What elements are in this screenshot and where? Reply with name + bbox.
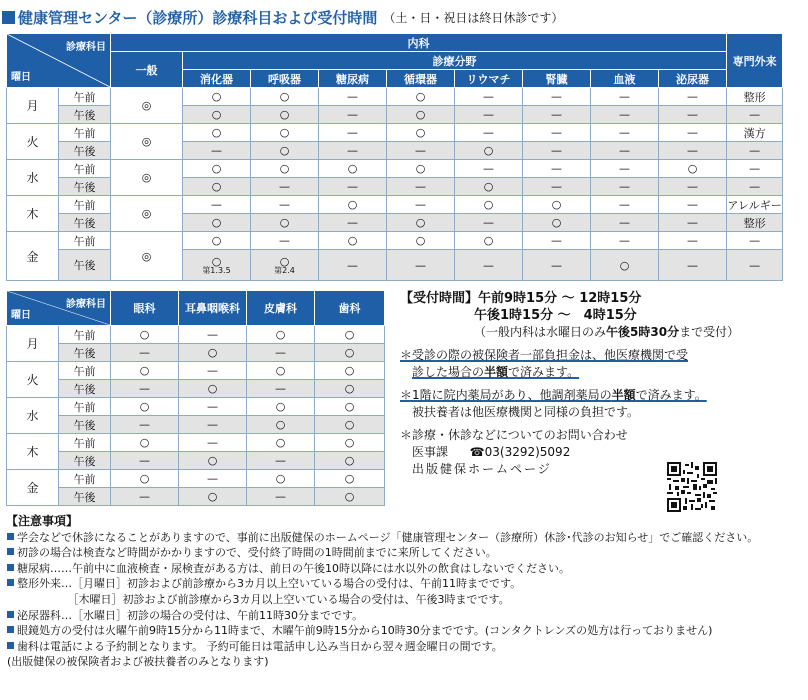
department-cell: ○ (315, 488, 385, 506)
department-cell: ○ (179, 380, 247, 398)
week-note: 第2.4 (274, 265, 295, 275)
field-cell: — (319, 106, 387, 124)
field-cell: — (591, 88, 659, 106)
internal-medicine-schedule-table (6, 33, 783, 281)
general-note-time: 午後5時30分 (606, 325, 680, 339)
department-cell: ○ (111, 362, 179, 380)
session-cell: 午前 (59, 470, 111, 488)
caution-line (6, 561, 806, 577)
field-cell: ○ (251, 214, 319, 232)
copay-note-half: 半額 (484, 365, 509, 379)
naika-header: 内科 (111, 34, 727, 52)
inquiry-note: ＊診療・休診などについてのお問い合わせ (400, 428, 628, 442)
field-cell: ○ (183, 178, 251, 196)
field-cell: — (659, 196, 727, 214)
field-cell: — (319, 88, 387, 106)
department-cell: ○ (111, 326, 179, 344)
department-cell: — (179, 398, 247, 416)
caution-text: 泌尿器科…［水曜日］初診の場合の受付は、午前11時30分までです。 (17, 608, 364, 622)
field-cell: — (387, 142, 455, 160)
field-cell: — (591, 232, 659, 250)
pharmacy-note-post: で済みます。 (635, 388, 707, 402)
field-cell: ○ (319, 232, 387, 250)
caution-text: 整形外来…［月曜日］初診および前診療から3カ月以上空いている場合の受付は、午前11時までです。 (17, 577, 522, 591)
department-cell: ○ (111, 434, 179, 452)
field-cell: ○ (251, 124, 319, 142)
weekday-cell: 水 (7, 398, 59, 434)
department-cell: ○ (247, 434, 315, 452)
field-cell: ○ (183, 232, 251, 250)
department-cell: ○ (247, 326, 315, 344)
field-cell: — (319, 250, 387, 281)
department-cell: — (247, 452, 315, 470)
bullet-square-icon (7, 579, 14, 586)
session-cell: 午後 (59, 106, 111, 124)
caution-line (6, 654, 806, 670)
department-cell: — (111, 488, 179, 506)
field-cell: ○ (387, 124, 455, 142)
field-cell: ○ (183, 160, 251, 178)
field-cell: — (387, 178, 455, 196)
field-cell: — (591, 196, 659, 214)
session-cell: 午後 (59, 452, 111, 470)
general-cell: ◎ (111, 232, 183, 281)
general-note-post: まで受付） (679, 325, 740, 339)
weekday-cell: 木 (7, 434, 59, 470)
weekday-cell: 火 (7, 124, 59, 160)
table1-corner-header (7, 34, 111, 88)
field-cell: — (319, 214, 387, 232)
specialty-cell: 整形 (727, 214, 783, 232)
department-cell: — (111, 416, 179, 434)
general-cell: ◎ (111, 196, 183, 232)
field-header-2: 糖尿病 (319, 70, 387, 88)
session-cell: 午後 (59, 178, 111, 196)
specialty-cell: — (727, 160, 783, 178)
session-cell: 午前 (59, 88, 111, 106)
title-text: 健康管理センター（診療所）診療科目および受付時間 (18, 8, 378, 27)
pharmacy-note-half: 半額 (611, 388, 636, 402)
field-cell: — (455, 124, 523, 142)
copay-note-line2-post: で済みます。 (508, 365, 580, 379)
field-cell: — (455, 88, 523, 106)
session-cell: 午後 (59, 380, 111, 398)
bullet-square-icon (7, 626, 14, 633)
field-header-6: 血液 (591, 70, 659, 88)
copay-note-line1: ＊受診の際の被保険者一部負担金は、他医療機関で受 (400, 348, 689, 362)
field-cell: — (319, 178, 387, 196)
field-header-0: 消化器 (183, 70, 251, 88)
department-cell: ○ (111, 398, 179, 416)
session-cell: 午前 (59, 326, 111, 344)
qr-code-icon[interactable] (667, 462, 717, 512)
field-cell: — (591, 106, 659, 124)
subject-label: 診療科目 (66, 299, 106, 310)
specialty-cell: — (727, 232, 783, 250)
department-cell: ○ (247, 362, 315, 380)
department-header-3: 歯科 (315, 291, 385, 326)
bullet-square-icon (7, 611, 14, 618)
other-departments-schedule-table (6, 290, 385, 506)
session-cell: 午後 (59, 250, 111, 281)
field-header-4: リウマチ (455, 70, 523, 88)
field-cell: — (523, 250, 591, 281)
field-header-3: 循環器 (387, 70, 455, 88)
specialty-cell: 整形 (727, 88, 783, 106)
field-cell (251, 250, 319, 281)
department-cell: — (247, 344, 315, 362)
department-cell: ○ (179, 344, 247, 362)
specialty-cell: — (727, 142, 783, 160)
department-cell: — (111, 452, 179, 470)
department-cell: — (179, 362, 247, 380)
department-cell: — (111, 380, 179, 398)
weekday-cell: 金 (7, 470, 59, 506)
caution-text: 眼鏡処方の受付は火曜午前9時15分から11時まで、木曜午前9時15分から10時30分までです。(コンタクトレンズの処方は行っておりません) (17, 624, 713, 638)
field-cell: ○ (183, 88, 251, 106)
caution-line (6, 608, 806, 624)
field-cell: — (455, 214, 523, 232)
field-cell: — (183, 142, 251, 160)
field-cell: — (659, 142, 727, 160)
field-cell: — (251, 232, 319, 250)
session-cell: 午前 (59, 160, 111, 178)
department-cell: ○ (247, 416, 315, 434)
field-cell: ○ (387, 106, 455, 124)
specialty-cell: — (727, 250, 783, 281)
field-cell: — (523, 160, 591, 178)
table2-corner-header (7, 291, 111, 326)
session-cell: 午前 (59, 398, 111, 416)
weekday-cell: 火 (7, 362, 59, 398)
general-cell: ◎ (111, 160, 183, 196)
caution-line (6, 623, 806, 639)
field-cell: ○ (387, 88, 455, 106)
field-cell: — (659, 88, 727, 106)
bullet-square-icon (7, 564, 14, 571)
department-cell: — (179, 434, 247, 452)
contact-dept: 医事課 (412, 445, 449, 459)
field-cell: — (523, 142, 591, 160)
field-cell: ○ (455, 142, 523, 160)
field-cell: — (183, 196, 251, 214)
department-cell: ○ (179, 488, 247, 506)
reception-am: 午前9時15分 ～ 12時15分 (478, 291, 642, 306)
specialty-cell: — (727, 178, 783, 196)
session-cell: 午前 (59, 434, 111, 452)
session-cell: 午前 (59, 124, 111, 142)
field-cell: ○ (387, 232, 455, 250)
field-cell: ○ (455, 232, 523, 250)
field-cell: — (455, 106, 523, 124)
copay-note-line2-pre: 診した場合の (412, 365, 485, 379)
field-cell: ○ (183, 214, 251, 232)
department-cell: ○ (247, 398, 315, 416)
bullet-square-icon (7, 533, 14, 540)
department-cell: ○ (315, 344, 385, 362)
caution-text: 学会などで休診になることがありますので、事前に出版健保のホームページ「健康管理センター（診療所）休診･代診のお知らせ」でご確認ください。 (17, 530, 759, 544)
field-cell: — (319, 142, 387, 160)
caution-line (6, 576, 806, 592)
caution-line (6, 639, 806, 655)
weekday-cell: 金 (7, 232, 59, 281)
caution-text: (出版健保の被保険者および被扶養者のみとなります) (7, 655, 269, 669)
department-cell: ○ (315, 452, 385, 470)
caution-text: 歯科は電話による予約制となります。 予約可能日は電話申し込み当日から翌々週金曜日の間です。 (17, 639, 503, 653)
weekday-cell: 月 (7, 88, 59, 124)
field-cell: ○ (251, 142, 319, 160)
field-cell: — (319, 124, 387, 142)
reception-pm: 午後1時15分 ～ 4時15分 (474, 308, 637, 323)
field-cell: — (591, 214, 659, 232)
title-square-icon (2, 11, 15, 24)
reception-label: 【受付時間】 (400, 291, 479, 306)
department-cell: ○ (179, 452, 247, 470)
session-cell: 午後 (59, 344, 111, 362)
homepage-label: 出版健保ホームページ (412, 462, 552, 476)
department-header-1: 耳鼻咽喉科 (179, 291, 247, 326)
field-cell: — (523, 232, 591, 250)
field-cell: ○ (523, 214, 591, 232)
specialty-cell: 漢方 (727, 124, 783, 142)
reception-info (400, 290, 805, 478)
department-cell: — (247, 488, 315, 506)
field-cell: — (591, 124, 659, 142)
field-cell: ○ (659, 160, 727, 178)
field-cell: — (659, 124, 727, 142)
caution-line (6, 592, 806, 608)
department-cell: — (111, 344, 179, 362)
dependents-note: 被扶養者は他医療機関と同様の負担です。 (412, 405, 640, 419)
page-title (2, 3, 802, 31)
pharmacy-note-pre: ＊1階に院内薬局があり、他調剤薬局の (400, 388, 612, 402)
title-note: （土・日・祝日は終日休診です） (383, 10, 564, 25)
general-cell: ◎ (111, 124, 183, 160)
general-note-pre: （一般内科は水曜日のみ (474, 325, 607, 339)
department-cell: — (247, 380, 315, 398)
field-cell (183, 250, 251, 281)
field-cell: ○ (251, 106, 319, 124)
caution-line (6, 545, 806, 561)
field-header-7: 泌尿器 (659, 70, 727, 88)
session-cell: 午前 (59, 362, 111, 380)
specialty-cell: — (727, 106, 783, 124)
field-cell: — (523, 124, 591, 142)
general-cell: ◎ (111, 88, 183, 124)
field-cell: — (659, 214, 727, 232)
specialty-cell: アレルギー (727, 196, 783, 214)
field-cell: — (591, 178, 659, 196)
department-cell: ○ (247, 470, 315, 488)
session-cell: 午後 (59, 142, 111, 160)
caution-notes (6, 514, 806, 670)
field-cell: ○ (591, 250, 659, 281)
field-cell: ○ (183, 106, 251, 124)
field-cell: ○ (251, 88, 319, 106)
department-cell: ○ (315, 362, 385, 380)
field-cell: — (523, 88, 591, 106)
weekday-cell: 水 (7, 160, 59, 196)
field-cell: — (659, 106, 727, 124)
field-cell: — (523, 106, 591, 124)
subject-label: 診療科目 (66, 42, 106, 53)
field-cell: — (251, 178, 319, 196)
field-cell: — (591, 142, 659, 160)
field-cell: — (387, 196, 455, 214)
caution-text: 糖尿病……午前中に血液検査・尿検査がある方は、前日の午後10時以降には水以外の飲食はしないでください。 (17, 561, 570, 575)
department-cell: ○ (315, 434, 385, 452)
specialty-header: 専門外来 (727, 34, 783, 88)
department-header-2: 皮膚科 (247, 291, 315, 326)
department-cell: ○ (315, 326, 385, 344)
caution-line (6, 530, 806, 546)
field-cell: — (523, 178, 591, 196)
caution-text: 初診の場合は検査など時間がかかりますので、受付終了時間の1時間前までに来所してください。 (17, 546, 497, 560)
week-note: 第1.3.5 (202, 265, 231, 275)
weekday-label: 曜日 (11, 72, 31, 83)
department-cell: — (179, 326, 247, 344)
bullet-square-icon (7, 642, 14, 649)
general-header: 一般 (111, 52, 183, 88)
field-cell: ○ (319, 160, 387, 178)
field-cell: — (251, 196, 319, 214)
field-cell: ○ (387, 160, 455, 178)
field-cell: — (659, 178, 727, 196)
schedule-mark: ○ (211, 254, 222, 268)
field-header: 診療分野 (183, 52, 727, 70)
field-cell: — (455, 160, 523, 178)
caution-text: ［木曜日］初診および前診療から3カ月以上空いている場合の受付は、午後3時までです。 (7, 592, 510, 606)
contact-phone: ☎03(3292)5092 (469, 445, 571, 459)
department-cell: ○ (315, 470, 385, 488)
field-cell: ○ (251, 160, 319, 178)
field-cell: — (659, 232, 727, 250)
session-cell: 午後 (59, 416, 111, 434)
session-cell: 午前 (59, 196, 111, 214)
department-cell: — (179, 416, 247, 434)
field-cell: — (591, 160, 659, 178)
department-cell: ○ (315, 380, 385, 398)
bullet-square-icon (7, 548, 14, 555)
field-cell: ○ (455, 196, 523, 214)
session-cell: 午後 (59, 488, 111, 506)
department-cell: ○ (315, 398, 385, 416)
field-cell: — (659, 250, 727, 281)
field-cell: ○ (455, 178, 523, 196)
session-cell: 午前 (59, 232, 111, 250)
field-cell: — (387, 250, 455, 281)
weekday-label: 曜日 (11, 310, 31, 321)
field-header-1: 呼吸器 (251, 70, 319, 88)
department-header-0: 眼科 (111, 291, 179, 326)
schedule-mark: ○ (279, 254, 290, 268)
field-cell: ○ (183, 124, 251, 142)
session-cell: 午後 (59, 214, 111, 232)
caution-heading: 【注意事項】 (6, 514, 79, 528)
field-cell: ○ (523, 196, 591, 214)
field-cell: ○ (387, 214, 455, 232)
field-cell: ○ (319, 196, 387, 214)
department-cell: — (179, 470, 247, 488)
department-cell: ○ (111, 470, 179, 488)
weekday-cell: 木 (7, 196, 59, 232)
field-cell: — (455, 250, 523, 281)
field-header-5: 腎臓 (523, 70, 591, 88)
department-cell: ○ (315, 416, 385, 434)
weekday-cell: 月 (7, 326, 59, 362)
